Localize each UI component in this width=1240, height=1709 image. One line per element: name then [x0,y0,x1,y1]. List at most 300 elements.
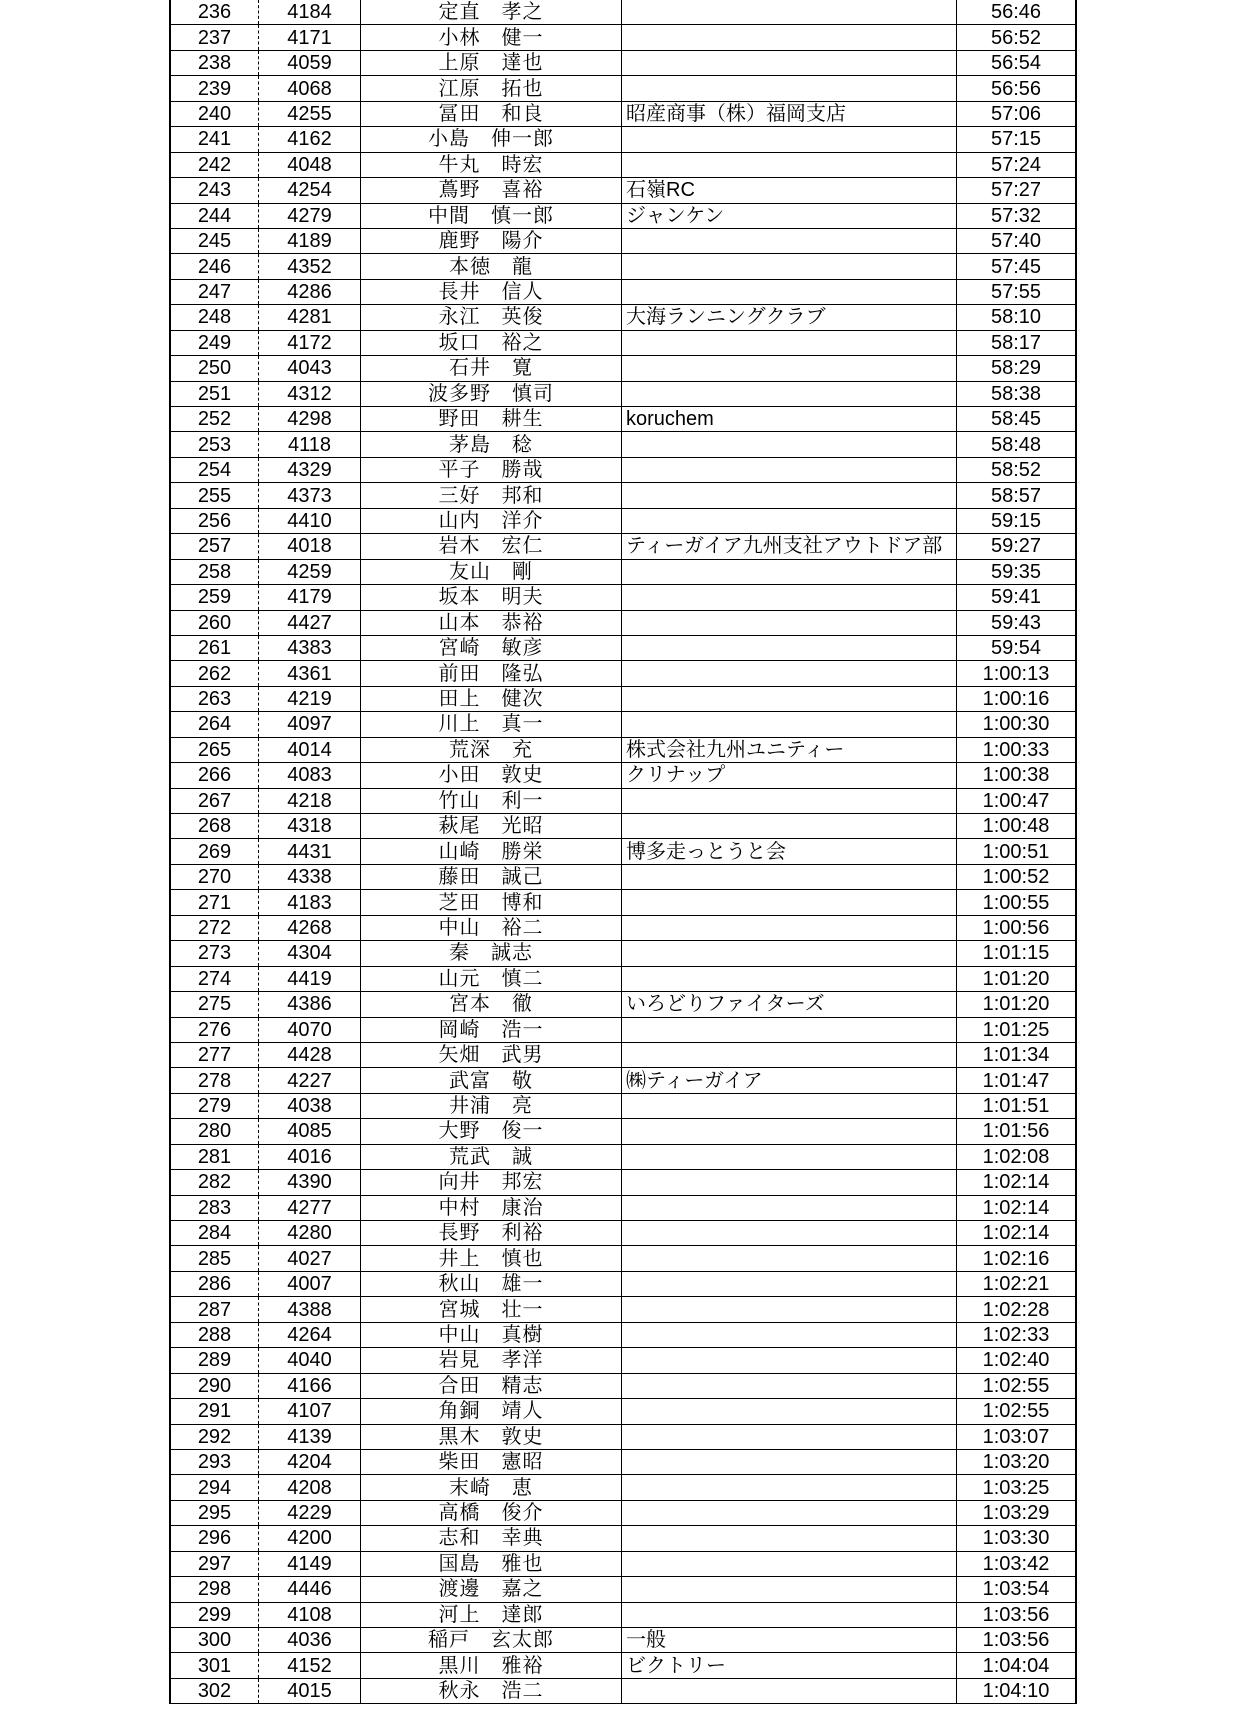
runner-name-cell: 山内 洋介 [361,508,622,533]
bib-number-cell: 4254 [259,178,361,203]
rank-cell: 279 [170,1093,259,1118]
team-name-cell [622,381,957,406]
finish-time-cell: 1:01:20 [957,992,1077,1017]
runner-name-cell: 石井 寛 [361,356,622,381]
table-row [170,737,1076,762]
bib-number-cell: 4083 [259,763,361,788]
team-name-cell [622,966,957,991]
bib-number-cell: 4383 [259,635,361,660]
rank-cell: 240 [170,101,259,126]
bib-number-cell: 4259 [259,559,361,584]
table-row [170,101,1076,126]
runner-name-cell: 友山 剛 [361,559,622,584]
rank-cell: 291 [170,1399,259,1424]
table-row [170,890,1076,915]
team-name-cell [622,0,957,25]
runner-name-cell: 定直 孝之 [361,0,622,25]
table-row [170,661,1076,686]
table-row [170,839,1076,864]
team-name-cell [622,635,957,660]
runner-name-cell: 中山 真樹 [361,1322,622,1347]
runner-name-cell: 田上 健次 [361,686,622,711]
bib-number-cell: 4218 [259,788,361,813]
bib-number-cell: 4219 [259,686,361,711]
runner-name-cell: 前田 隆弘 [361,661,622,686]
team-name-cell: 株式会社九州ユニティー [622,737,957,762]
rank-cell: 283 [170,1195,259,1220]
team-name-cell [622,1577,957,1602]
bib-number-cell: 4373 [259,483,361,508]
table-row [170,407,1076,432]
team-name-cell [622,1678,957,1703]
runner-name-cell: 岡崎 浩一 [361,1017,622,1042]
table-row [170,305,1076,330]
table-row [170,0,1076,25]
bib-number-cell: 4007 [259,1271,361,1296]
finish-time-cell: 59:27 [957,534,1077,559]
table-row [170,763,1076,788]
bib-number-cell: 4410 [259,508,361,533]
rank-cell: 299 [170,1602,259,1627]
runner-name-cell: 末崎 恵 [361,1475,622,1500]
finish-time-cell: 1:00:38 [957,763,1077,788]
team-name-cell [622,1500,957,1525]
bib-number-cell: 4108 [259,1602,361,1627]
runner-name-cell: 波多野 慎司 [361,381,622,406]
bib-number-cell: 4312 [259,381,361,406]
bib-number-cell: 4014 [259,737,361,762]
table-row [170,941,1076,966]
table-row [170,1653,1076,1678]
finish-time-cell: 1:04:04 [957,1653,1077,1678]
rank-cell: 274 [170,966,259,991]
table-row [170,178,1076,203]
bib-number-cell: 4304 [259,941,361,966]
rank-cell: 252 [170,407,259,432]
runner-name-cell: 志和 幸典 [361,1526,622,1551]
finish-time-cell: 57:45 [957,254,1077,279]
table-row [170,1170,1076,1195]
bib-number-cell: 4200 [259,1526,361,1551]
rank-cell: 300 [170,1628,259,1653]
finish-time-cell: 1:00:48 [957,814,1077,839]
bib-number-cell: 4016 [259,1144,361,1169]
team-name-cell [622,25,957,50]
finish-time-cell: 1:02:14 [957,1170,1077,1195]
bib-number-cell: 4166 [259,1373,361,1398]
runner-name-cell: 井浦 亮 [361,1093,622,1118]
runner-name-cell: 坂口 裕之 [361,330,622,355]
finish-time-cell: 1:02:40 [957,1348,1077,1373]
table-row [170,1093,1076,1118]
finish-time-cell: 58:48 [957,432,1077,457]
table-row [170,254,1076,279]
runner-name-cell: 牛丸 時宏 [361,152,622,177]
finish-time-cell: 1:00:51 [957,839,1077,864]
table-row [170,279,1076,304]
rank-cell: 246 [170,254,259,279]
table-row [170,686,1076,711]
finish-time-cell: 1:02:28 [957,1297,1077,1322]
table-row [170,534,1076,559]
runner-name-cell: 河上 達郎 [361,1602,622,1627]
team-name-cell [622,1042,957,1067]
finish-time-cell: 57:06 [957,101,1077,126]
bib-number-cell: 4281 [259,305,361,330]
rank-cell: 272 [170,915,259,940]
team-name-cell [622,1017,957,1042]
rank-cell: 286 [170,1271,259,1296]
bib-number-cell: 4038 [259,1093,361,1118]
bib-number-cell: 4446 [259,1577,361,1602]
finish-time-cell: 58:17 [957,330,1077,355]
finish-time-cell: 59:35 [957,559,1077,584]
team-name-cell [622,915,957,940]
runner-name-cell: 萩尾 光昭 [361,814,622,839]
runner-name-cell: 宮本 徹 [361,992,622,1017]
finish-time-cell: 1:00:33 [957,737,1077,762]
runner-name-cell: 鹿野 陽介 [361,228,622,253]
table-row [170,356,1076,381]
team-name-cell [622,712,957,737]
rank-cell: 271 [170,890,259,915]
runner-name-cell: 黒川 雅裕 [361,1653,622,1678]
table-row [170,610,1076,635]
runner-name-cell: 芝田 博和 [361,890,622,915]
finish-time-cell: 1:01:51 [957,1093,1077,1118]
finish-time-cell: 1:00:55 [957,890,1077,915]
bib-number-cell: 4427 [259,610,361,635]
rank-cell: 258 [170,559,259,584]
table-row [170,25,1076,50]
bib-number-cell: 4227 [259,1068,361,1093]
team-name-cell [622,1144,957,1169]
finish-time-cell: 1:02:33 [957,1322,1077,1347]
rank-cell: 253 [170,432,259,457]
runner-name-cell: 高橋 俊介 [361,1500,622,1525]
team-name-cell: koruchem [622,407,957,432]
team-name-cell [622,1221,957,1246]
runner-name-cell: 大野 俊一 [361,1119,622,1144]
rank-cell: 256 [170,508,259,533]
table-row [170,1500,1076,1525]
runner-name-cell: 平子 勝哉 [361,457,622,482]
rank-cell: 237 [170,25,259,50]
finish-time-cell: 56:54 [957,50,1077,75]
team-name-cell: 博多走っとうと会 [622,839,957,864]
rank-cell: 267 [170,788,259,813]
bib-number-cell: 4036 [259,1628,361,1653]
table-row [170,50,1076,75]
rank-cell: 255 [170,483,259,508]
finish-time-cell: 1:00:13 [957,661,1077,686]
team-name-cell: ティーガイア九州支社アウトドア部 [622,534,957,559]
finish-time-cell: 1:01:56 [957,1119,1077,1144]
runner-name-cell: 稲戸 玄太郎 [361,1628,622,1653]
rank-cell: 243 [170,178,259,203]
team-name-cell [622,1170,957,1195]
bib-number-cell: 4183 [259,890,361,915]
runner-name-cell: 坂本 明夫 [361,585,622,610]
runner-name-cell: 茅島 稔 [361,432,622,457]
table-row [170,432,1076,457]
team-name-cell [622,432,957,457]
rank-cell: 238 [170,50,259,75]
team-name-cell [622,661,957,686]
table-row [170,483,1076,508]
runner-name-cell: 蔦野 喜裕 [361,178,622,203]
rank-cell: 264 [170,712,259,737]
runner-name-cell: 秋山 雄一 [361,1271,622,1296]
table-row [170,712,1076,737]
table-row [170,152,1076,177]
rank-cell: 297 [170,1551,259,1576]
runner-name-cell: 岩見 孝洋 [361,1348,622,1373]
rank-cell: 270 [170,864,259,889]
bib-number-cell: 4428 [259,1042,361,1067]
table-row [170,1297,1076,1322]
finish-time-cell: 58:45 [957,407,1077,432]
runner-name-cell: 山崎 勝栄 [361,839,622,864]
table-row [170,1221,1076,1246]
rank-cell: 294 [170,1475,259,1500]
runner-name-cell: 中間 慎一郎 [361,203,622,228]
runner-name-cell: 上原 達也 [361,50,622,75]
bib-number-cell: 4419 [259,966,361,991]
table-row [170,1424,1076,1449]
bib-number-cell: 4338 [259,864,361,889]
finish-time-cell: 1:02:08 [957,1144,1077,1169]
table-row [170,1119,1076,1144]
runner-name-cell: 長野 利裕 [361,1221,622,1246]
team-name-cell [622,50,957,75]
team-name-cell [622,585,957,610]
runner-name-cell: 冨田 和良 [361,101,622,126]
table-row [170,864,1076,889]
table-row [170,814,1076,839]
table-row [170,228,1076,253]
rank-cell: 280 [170,1119,259,1144]
runner-name-cell: 藤田 誠己 [361,864,622,889]
table-row [170,1042,1076,1067]
rank-cell: 302 [170,1678,259,1703]
bib-number-cell: 4040 [259,1348,361,1373]
runner-name-cell: 荒深 充 [361,737,622,762]
rank-cell: 275 [170,992,259,1017]
team-name-cell [622,1526,957,1551]
team-name-cell: クリナップ [622,763,957,788]
rank-cell: 249 [170,330,259,355]
rank-cell: 262 [170,661,259,686]
team-name-cell [622,1297,957,1322]
bib-number-cell: 4070 [259,1017,361,1042]
rank-cell: 278 [170,1068,259,1093]
rank-cell: 268 [170,814,259,839]
team-name-cell [622,1551,957,1576]
team-name-cell [622,1093,957,1118]
bib-number-cell: 4068 [259,76,361,101]
team-name-cell [622,228,957,253]
bib-number-cell: 4171 [259,25,361,50]
bib-number-cell: 4388 [259,1297,361,1322]
team-name-cell: ㈱ティーガイア [622,1068,957,1093]
team-name-cell: 大海ランニングクラブ [622,305,957,330]
rank-cell: 236 [170,0,259,25]
table-row [170,1271,1076,1296]
table-row [170,1017,1076,1042]
rank-cell: 261 [170,635,259,660]
bib-number-cell: 4352 [259,254,361,279]
runner-name-cell: 黒木 敦史 [361,1424,622,1449]
rank-cell: 269 [170,839,259,864]
team-name-cell [622,254,957,279]
table-row [170,788,1076,813]
rank-cell: 301 [170,1653,259,1678]
bib-number-cell: 4277 [259,1195,361,1220]
finish-time-cell: 57:24 [957,152,1077,177]
rank-cell: 284 [170,1221,259,1246]
runner-name-cell: 本徳 龍 [361,254,622,279]
bib-number-cell: 4268 [259,915,361,940]
bib-number-cell: 4189 [259,228,361,253]
table-row [170,992,1076,1017]
bib-number-cell: 4229 [259,1500,361,1525]
bib-number-cell: 4361 [259,661,361,686]
team-name-cell [622,559,957,584]
runner-name-cell: 井上 慎也 [361,1246,622,1271]
finish-time-cell: 59:43 [957,610,1077,635]
bib-number-cell: 4390 [259,1170,361,1195]
table-row [170,1449,1076,1474]
team-name-cell [622,152,957,177]
runner-name-cell: 江原 拓也 [361,76,622,101]
finish-time-cell: 56:46 [957,0,1077,25]
team-name-cell [622,610,957,635]
table-row [170,1195,1076,1220]
table-row [170,76,1076,101]
rank-cell: 298 [170,1577,259,1602]
runner-name-cell: 野田 耕生 [361,407,622,432]
rank-cell: 263 [170,686,259,711]
team-name-cell [622,457,957,482]
finish-time-cell: 1:02:14 [957,1195,1077,1220]
finish-time-cell: 1:01:15 [957,941,1077,966]
finish-time-cell: 1:03:30 [957,1526,1077,1551]
finish-time-cell: 57:27 [957,178,1077,203]
rank-cell: 276 [170,1017,259,1042]
finish-time-cell: 59:15 [957,508,1077,533]
table-row [170,203,1076,228]
table-row [170,1628,1076,1653]
rank-cell: 295 [170,1500,259,1525]
table-row [170,457,1076,482]
team-name-cell [622,1602,957,1627]
team-name-cell [622,356,957,381]
finish-time-cell: 57:15 [957,127,1077,152]
finish-time-cell: 58:38 [957,381,1077,406]
finish-time-cell: 1:02:14 [957,1221,1077,1246]
runner-name-cell: 川上 真一 [361,712,622,737]
table-row [170,1577,1076,1602]
finish-time-cell: 58:10 [957,305,1077,330]
finish-time-cell: 1:03:20 [957,1449,1077,1474]
finish-time-cell: 1:03:56 [957,1628,1077,1653]
runner-name-cell: 角銅 靖人 [361,1399,622,1424]
runner-name-cell: 荒武 誠 [361,1144,622,1169]
bib-number-cell: 4059 [259,50,361,75]
rank-cell: 242 [170,152,259,177]
runner-name-cell: 秋永 浩二 [361,1678,622,1703]
finish-time-cell: 56:56 [957,76,1077,101]
rank-cell: 281 [170,1144,259,1169]
bib-number-cell: 4149 [259,1551,361,1576]
table-row [170,585,1076,610]
table-row [170,1144,1076,1169]
rank-cell: 248 [170,305,259,330]
table-row [170,1348,1076,1373]
finish-time-cell: 1:03:54 [957,1577,1077,1602]
finish-time-cell: 1:01:47 [957,1068,1077,1093]
finish-time-cell: 1:00:30 [957,712,1077,737]
bib-number-cell: 4118 [259,432,361,457]
finish-time-cell: 58:52 [957,457,1077,482]
finish-time-cell: 56:52 [957,25,1077,50]
team-name-cell [622,1424,957,1449]
finish-time-cell: 1:01:34 [957,1042,1077,1067]
finish-time-cell: 59:41 [957,585,1077,610]
runner-name-cell: 合田 精志 [361,1373,622,1398]
rank-cell: 241 [170,127,259,152]
rank-cell: 290 [170,1373,259,1398]
team-name-cell: 昭産商事（株）福岡支店 [622,101,957,126]
rank-cell: 257 [170,534,259,559]
rank-cell: 293 [170,1449,259,1474]
team-name-cell [622,1348,957,1373]
runner-name-cell: 小林 健一 [361,25,622,50]
runner-name-cell: 中村 康治 [361,1195,622,1220]
finish-time-cell: 1:01:20 [957,966,1077,991]
bib-number-cell: 4298 [259,407,361,432]
team-name-cell [622,1271,957,1296]
rank-cell: 251 [170,381,259,406]
finish-time-cell: 1:03:29 [957,1500,1077,1525]
table-row [170,1399,1076,1424]
runner-name-cell: 柴田 憲昭 [361,1449,622,1474]
finish-time-cell: 1:02:21 [957,1271,1077,1296]
bib-number-cell: 4085 [259,1119,361,1144]
runner-name-cell: 国島 雅也 [361,1551,622,1576]
rank-cell: 265 [170,737,259,762]
bib-number-cell: 4015 [259,1678,361,1703]
runner-name-cell: 武富 敬 [361,1068,622,1093]
finish-time-cell: 1:03:07 [957,1424,1077,1449]
rank-cell: 277 [170,1042,259,1067]
finish-time-cell: 1:00:47 [957,788,1077,813]
team-name-cell: ジャンケン [622,203,957,228]
rank-cell: 245 [170,228,259,253]
finish-time-cell: 1:03:42 [957,1551,1077,1576]
runner-name-cell: 矢畑 武男 [361,1042,622,1067]
team-name-cell: 石嶺RC [622,178,957,203]
runner-name-cell: 永江 英俊 [361,305,622,330]
rank-cell: 259 [170,585,259,610]
team-name-cell [622,1246,957,1271]
rank-cell: 260 [170,610,259,635]
finish-time-cell: 58:29 [957,356,1077,381]
table-row [170,381,1076,406]
bib-number-cell: 4179 [259,585,361,610]
table-row [170,1526,1076,1551]
